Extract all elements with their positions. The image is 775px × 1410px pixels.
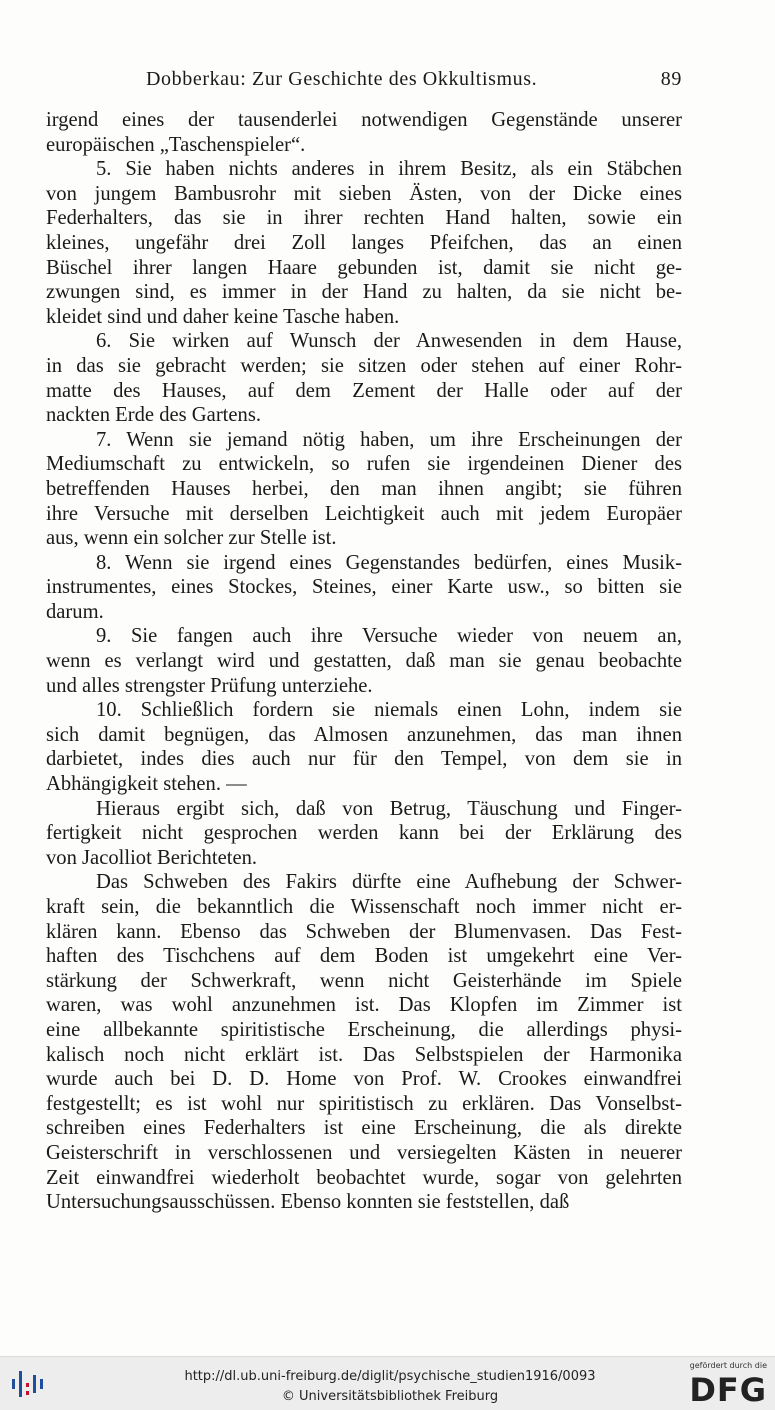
text-line: matte des Hauses, auf dem Zement der Halle oder auf der [46,379,682,402]
text-line: Untersuchungsausschüssen. Ebenso konnten sie feststellen, daß [46,1191,570,1214]
text-line: europäischen „Taschenspieler“. [46,133,306,156]
text-line: Abhängigkeit stehen. — [46,773,247,796]
copyright-text: © Universitätsbibliothek Freiburg [281,1389,499,1404]
text-line: 6. Sie wirken auf Wunsch der Anwesenden in dem Hause, [96,330,682,353]
text-line: stärkung der Schwerkraft, wenn nicht Geisterhände im Spiele [46,969,682,992]
source-url-link[interactable]: http://dl.ub.uni-freiburg.de/diglit/psychische_studien1916/0093 [184,1369,596,1384]
text-line: von Jacolliot Berichteten. [46,846,258,869]
text-line: kraft sein, die bekanntlich die Wissenschaft noch immer nicht er- [46,896,682,918]
text-line: 5. Sie haben nichts anderes in ihrem Besitz, als ein Stäbchen [96,158,682,181]
paragraph [46,428,682,551]
text-line: festgestellt; es ist wohl nur spiritistisch zu erklären. Das Vonselbst- [46,1092,682,1115]
dfg-logo[interactable] [685,1361,767,1407]
text-line: fertigkeit nicht gesprochen werden kann bei der Erklärung des [46,822,682,845]
text-line: schreiben eines Federhalters ist eine Erscheinung, die als direkte [46,1117,682,1140]
paragraph [46,698,682,796]
text-line: Federhalters, das sie in ihrer rechten Hand halten, sowie ein [46,207,682,230]
paragraph [46,870,682,1214]
text-line: Hieraus ergibt sich, daß von Betrug, Täuschung und Finger- [96,797,682,820]
text-line: waren, was wohl anzunehmen ist. Das Klopfen im Zimmer ist [46,994,682,1017]
text-line: sich damit begnügen, das Almosen anzunehmen, das man ihnen [46,723,682,746]
text-line: wurde auch bei D. D. Home von Prof. W. Crookes einwandfrei [46,1068,682,1091]
text-line: Geisterschrift in verschlossenen und versiegelten Kästen in neuerer [46,1141,682,1164]
text-line: betreffenden Hauses herbei, den man ihnen angibt; sie führen [46,477,682,500]
page-number: 89 [660,68,682,90]
text-line: 7. Wenn sie jemand nötig haben, um ihre Erscheinungen der [96,428,682,451]
ub-freiburg-logo-icon[interactable] [10,1365,44,1403]
text-line: kalisch noch nicht erklärt ist. Das Selbstspielen der Harmonika [46,1043,682,1066]
text-line: irgend eines der tausenderlei notwendigen Gegenstände unserer [46,109,682,131]
running-header [46,64,682,96]
viewer-footer [0,1356,775,1410]
paragraph [46,108,682,157]
text-line: in das sie gebracht werden; sie sitzen oder stehen auf einer Rohr- [46,354,682,377]
text-line: kleines, ungefähr drei Zoll langes Pfeifchen, das an einen [46,231,682,254]
text-line: klären kann. Ebenso das Schweben der Blumenvasen. Das Fest- [46,920,682,943]
text-line: 8. Wenn sie irgend eines Gegenstandes bedürfen, eines Musik- [96,551,682,574]
text-line: darbietet, indes dies auch nur für den Tempel, von dem sie in [46,748,682,771]
text-line: 10. Schließlich fordern sie niemals einen Lohn, indem sie [96,699,682,722]
text-line: und alles strengster Prüfung unterziehe. [46,674,373,697]
paragraph [46,551,682,625]
text-line: kleidet sind und daher keine Tasche haben. [46,305,400,328]
paragraph [46,329,682,427]
text-line: haften des Tischchens auf dem Boden ist umgekehrt eine Ver- [46,945,682,968]
dfg-caption: gefördert durch die [689,1361,767,1370]
text-line: von jungem Bambusrohr mit sieben Ästen, von der Dicke eines [46,182,682,205]
text-line: 9. Sie fangen auch ihre Versuche wieder von neuem an, [96,625,682,648]
header-title: Dobberkau: Zur Geschichte des Okkultismus. [146,68,538,90]
text-line: wenn es verlangt wird und gestatten, daß man sie genau beobachte [46,650,682,673]
text-line: ihre Versuche mit derselben Leichtigkeit auch mit jedem Europäer [46,502,682,525]
text-line: Zeit einwandfrei wiederholt beobachtet wurde, sogar von gelehrten [46,1166,682,1189]
paragraph [46,797,682,871]
text-line: darum. [46,600,104,623]
text-line: Mediumschaft zu entwickeln, so rufen sie irgendeinen Diener des [46,453,682,476]
text-line: nackten Erde des Gartens. [46,404,261,427]
page-body [46,108,682,1215]
dfg-wordmark: DFG [689,1371,767,1409]
text-line: instrumentes, eines Stockes, Steines, einer Karte usw., so bitten sie [46,576,682,599]
text-line: Büschel ihrer langen Haare gebunden ist, damit sie nicht ge- [46,256,682,279]
paragraph [46,157,682,329]
paragraph [46,624,682,698]
text-line: zwungen sind, es immer in der Hand zu halten, da sie nicht be- [46,281,682,304]
text-line: Das Schweben des Fakirs dürfte eine Aufhebung der Schwer- [96,871,682,894]
text-line: eine allbekannte spiritistische Erscheinung, die allerdings physi- [46,1018,682,1041]
text-line: aus, wenn ein solcher zur Stelle ist. [46,527,337,550]
